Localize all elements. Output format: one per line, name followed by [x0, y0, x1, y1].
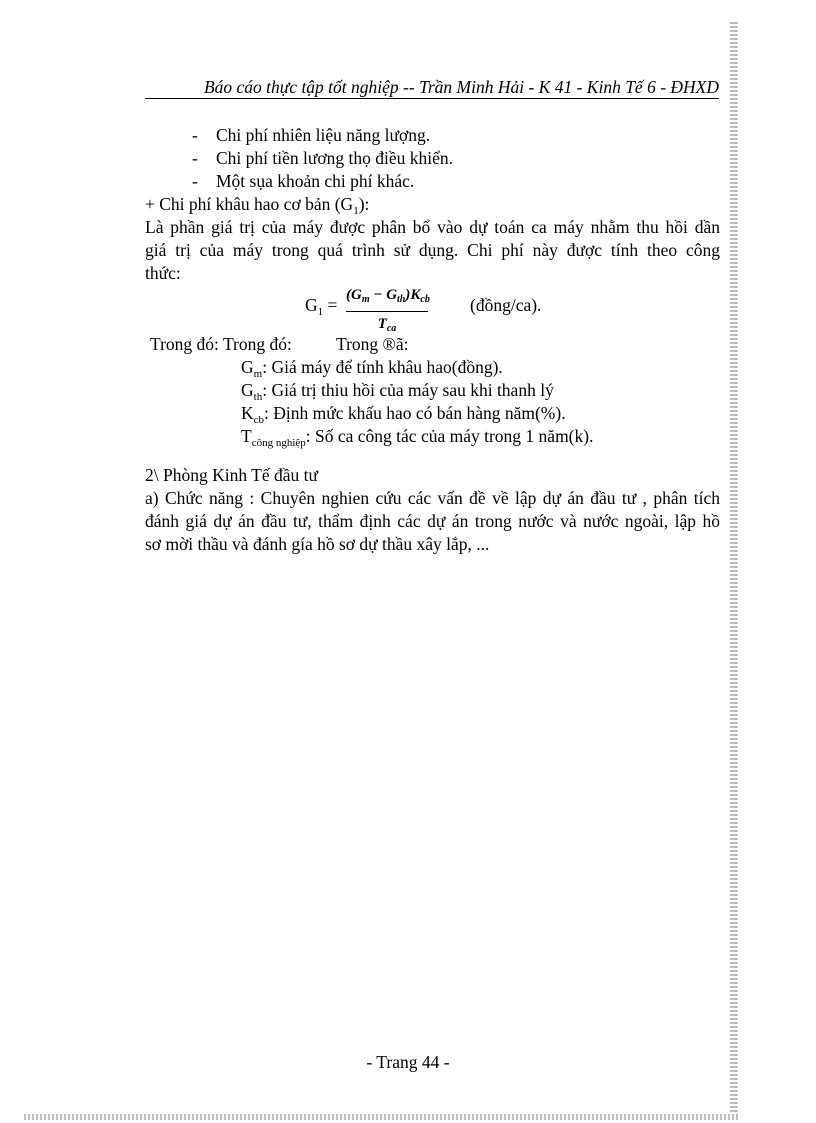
section-paragraph-last: sơ mời thầu và đánh gía hồ sơ dự thầu xây lắp, ... — [145, 534, 490, 554]
formula-fraction — [346, 285, 428, 339]
where-label: Trong đó: Trong đó: — [150, 334, 292, 354]
depreciation-paragraph-last: thức: — [145, 263, 181, 283]
bullet-marker: - — [192, 171, 198, 191]
formula-lhs: $G_1$ = — [305, 295, 338, 318]
depreciation-paragraph-line: Là phần giá trị của máy được phân bổ vào dự toán ca máy nhằm thu hồi dần — [145, 217, 720, 237]
formula-unit: (đồng/ca). — [470, 295, 542, 315]
section-paragraph-line: đánh giá dự án đầu tư, thẩm định các dự án trong nước và nước ngoài, lập hồ — [145, 511, 720, 531]
where-item-kcb: $K_{cb}$: Định mức khấu hao có bán hàng năm(%). — [241, 403, 566, 426]
page-shadow-bottom — [24, 1114, 738, 1120]
where-item-gth: $G_{th}$: Giá trị thiu hồi của máy sau khi thanh lý — [241, 380, 554, 403]
section-heading: 2\ Phòng Kinh Tế đầu tư — [145, 465, 318, 485]
running-header: Báo cáo thực tập tốt nghiệp -- Trần Minh Hải - K 41 - Kinh Tế 6 - ĐHXD — [145, 76, 719, 99]
section-paragraph-line: a) Chức năng : Chuyên nghien cứu các vấn đề về lập dự án đầu tư , phân tích — [145, 488, 720, 508]
bullet-marker: - — [192, 148, 198, 168]
page-shadow-right — [730, 22, 738, 1114]
fraction-bar — [346, 311, 428, 312]
where-label-garbled: Trong ®ã: — [336, 334, 409, 354]
depreciation-paragraph-line: giá trị của máy trong quá trình sử dụng. Chi phí này được tính theo công — [145, 240, 720, 260]
bullet-item-other: Một sụa khoản chi phí khác. — [216, 171, 415, 191]
bullet-item-wages: Chi phí tiền lương thọ điều khiển. — [216, 148, 453, 168]
bullet-item-fuel: Chi phí nhiên liệu năng lượng. — [216, 125, 431, 145]
depreciation-heading: + Chi phí khâu hao cơ bản $(G_1)$: — [145, 194, 370, 217]
where-item-tcn: $T_{công nghiệp}$: Số ca công tác của máy trong 1 năm(k). — [241, 426, 594, 449]
formula-denominator: $T_{ca}$ — [377, 316, 397, 334]
page-number: - Trang 44 - — [366, 1052, 450, 1072]
bullet-marker: - — [192, 125, 198, 145]
formula-numerator: $(G_m - G_{th})K_{cb}$ — [346, 287, 430, 305]
where-item-gm: $G_m$: Giá máy để tính khâu hao(đồng). — [241, 357, 503, 380]
